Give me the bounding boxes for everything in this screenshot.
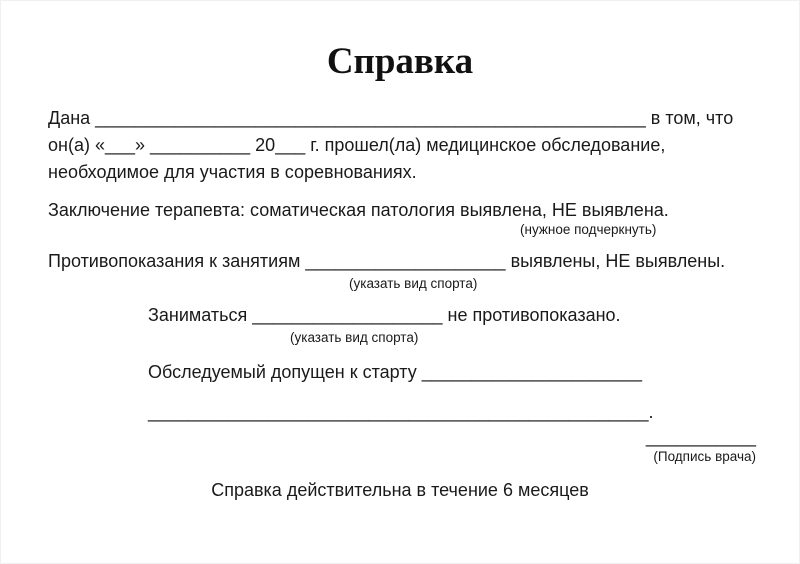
therapist-conclusion-text: Заключение терапевта: соматическая патология выявлена, НЕ выявлена. [48,200,669,220]
doctor-signature-label: (Подпись врача) [653,449,756,464]
admission-continuation-line [148,402,654,424]
therapist-conclusion-line [48,200,669,222]
date-line [48,135,665,157]
admission-date-blank: ______________________ [421,362,642,382]
admission-continuation-blank: __________________________________________________. [148,402,654,422]
underline-hint: (нужное подчеркнуть) [520,222,657,237]
practice-label: Заниматься [148,305,248,325]
page-title: Справка [326,41,474,82]
sport-hint-1: (указать вид спорта) [349,276,478,291]
contraindications-sport-blank: ____________________ [305,251,506,271]
doctor-signature-blank: ___________ [645,427,756,447]
competition-line [48,162,417,184]
year-blank: 20___ [255,135,306,155]
given-label: Дана [48,108,91,128]
admission-line [148,362,642,384]
sport-hint-2: (указать вид спорта) [290,330,419,345]
doctor-signature-line [646,427,756,449]
contraindications-line [48,251,725,273]
month-blank: __________ [150,135,251,155]
examination-text: г. прошел(ла) медицинское обследование, [310,135,666,155]
pronoun-label: он(а) [48,135,90,155]
admission-label: Обследуемый допущен к старту [148,362,417,382]
recipient-name-blank: _______________________________________________________ [95,108,646,128]
competition-text: необходимое для участия в соревнованиях. [48,162,417,182]
validity-note: Справка действительна в течение 6 месяцев [211,480,589,500]
given-suffix: в том, что [650,108,734,128]
day-blank: «___» [94,135,146,155]
contraindications-result: выявлены, НЕ выявлены. [510,251,726,271]
given-line [48,108,733,130]
practice-result: не противопоказано. [447,305,621,325]
contraindications-label: Противопоказания к занятиям [48,251,301,271]
practice-line [148,305,621,327]
practice-sport-blank: ___________________ [252,305,443,325]
